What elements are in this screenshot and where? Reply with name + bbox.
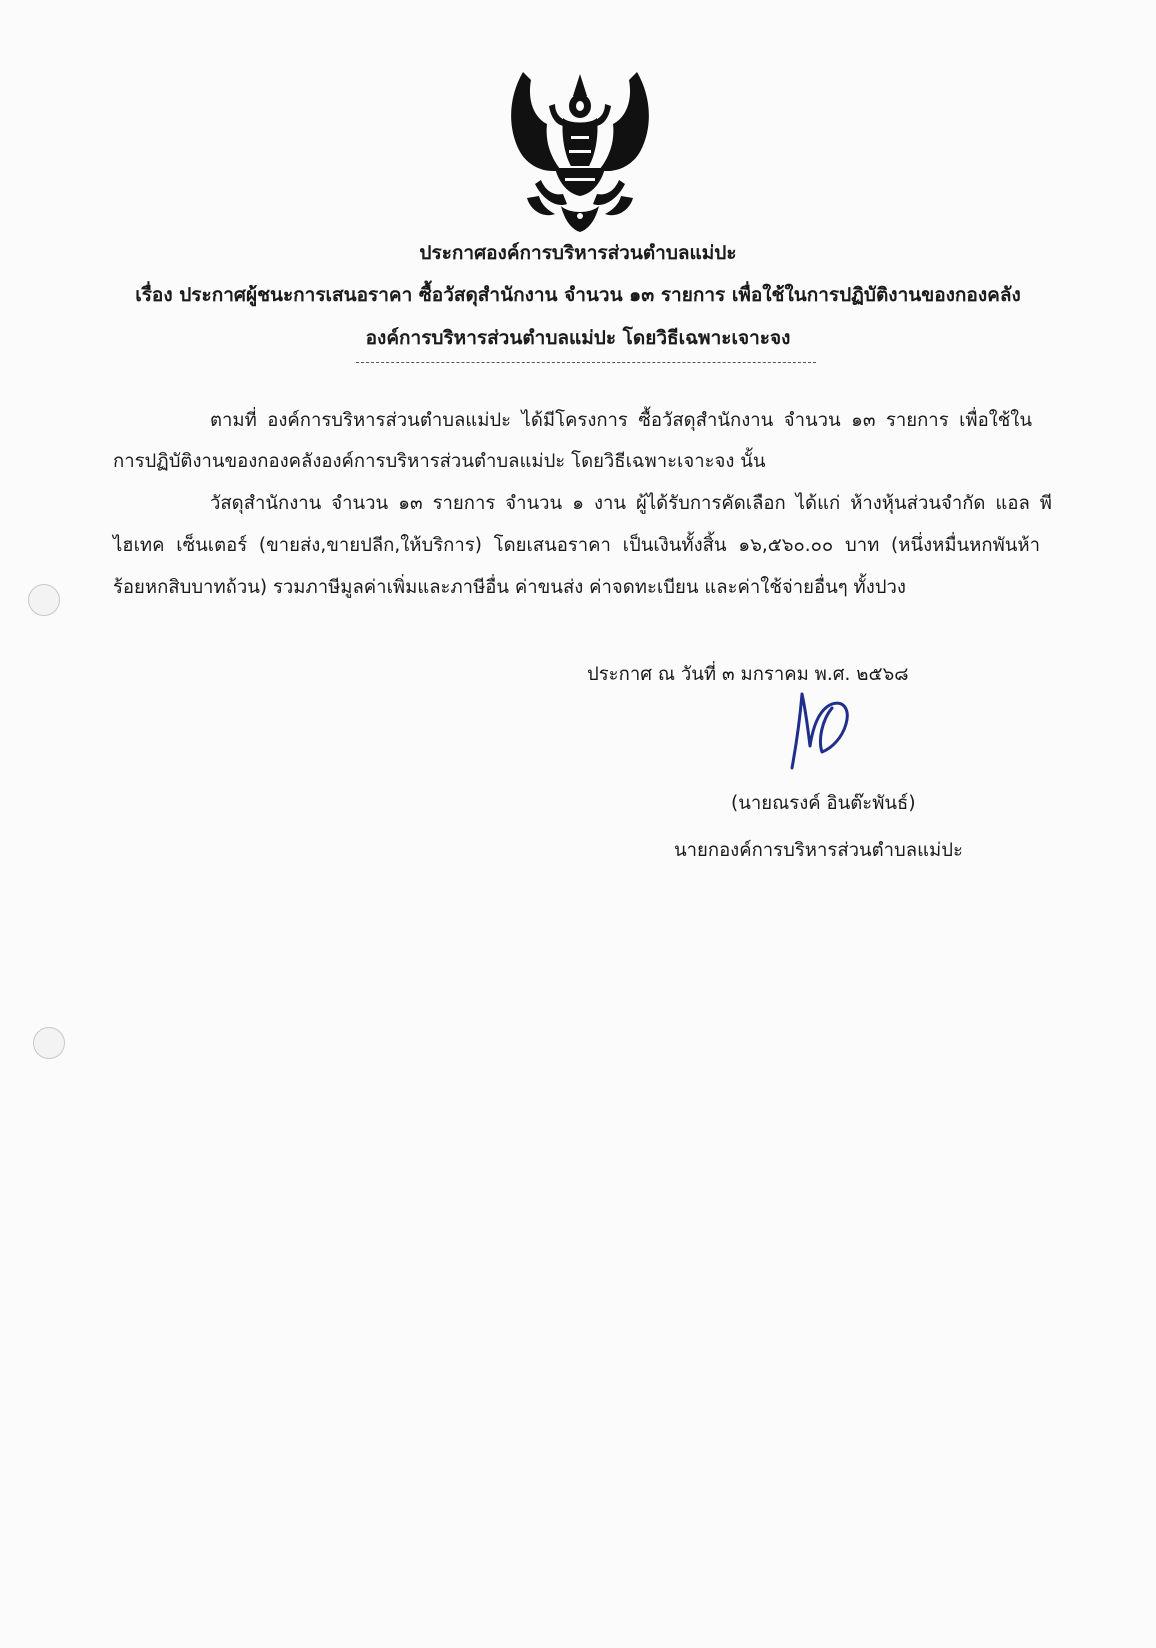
subject-line-1: เรื่อง ประกาศผู้ชนะการเสนอราคา ซื้อวัสดุสำนักงาน จำนวน ๑๓ รายการ เพื่อใช้ในการปฏิบัติงานของกองคลัง <box>135 284 1021 306</box>
punch-hole-icon <box>33 1027 65 1059</box>
paragraph-2-line-1: วัสดุสำนักงาน จำนวน ๑๓ รายการ จำนวน ๑ งาน ผู้ได้รับการคัดเลือก ได้แก่ ห้างหุ้นส่วนจำกัด แอล พี <box>210 493 1052 514</box>
paragraph-2-line-2: ไฮเทค เซ็นเตอร์ (ขายส่ง,ขายปลีก,ให้บริการ) โดยเสนอราคา เป็นเงินทั้งสิ้น ๑๖,๕๖๐.๐๐ บาท (หนึ่งหมื่นหกพันห้า <box>113 535 1040 556</box>
paragraph-1-line-1: ตามที่ องค์การบริหารส่วนตำบลแม่ปะ ได้มีโครงการ ซื้อวัสดุสำนักงาน จำนวน ๑๓ รายการ เพื่อใช้ใน <box>210 410 1032 431</box>
signer-name: (นายณรงค์ อินต๊ะพันธ์) <box>731 793 916 814</box>
paragraph-1-line-2: การปฏิบัติงานของกองคลังองค์การบริหารส่วนตำบลแม่ปะ โดยวิธีเฉพาะเจาะจง นั้น <box>113 451 766 472</box>
announcement-title: ประกาศองค์การบริหารส่วนตำบลแม่ปะ <box>419 242 737 264</box>
signer-position: นายกองค์การบริหารส่วนตำบลแม่ปะ <box>674 840 963 861</box>
signature-icon <box>788 690 858 772</box>
announcement-date: ประกาศ ณ วันที่ ๓ มกราคม พ.ศ. ๒๕๖๘ <box>587 664 909 685</box>
garuda-emblem-icon <box>505 66 655 234</box>
paragraph-2-line-3: ร้อยหกสิบบาทถ้วน) รวมภาษีมูลค่าเพิ่มและภาษีอื่น ค่าขนส่ง ค่าจดทะเบียน และค่าใช้จ่ายอื่นๆ ทั้งปวง <box>113 577 906 598</box>
separator-line <box>356 362 816 363</box>
subject-line-2: องค์การบริหารส่วนตำบลแม่ปะ โดยวิธีเฉพาะเจาะจง <box>365 327 791 349</box>
punch-hole-icon <box>28 584 60 616</box>
